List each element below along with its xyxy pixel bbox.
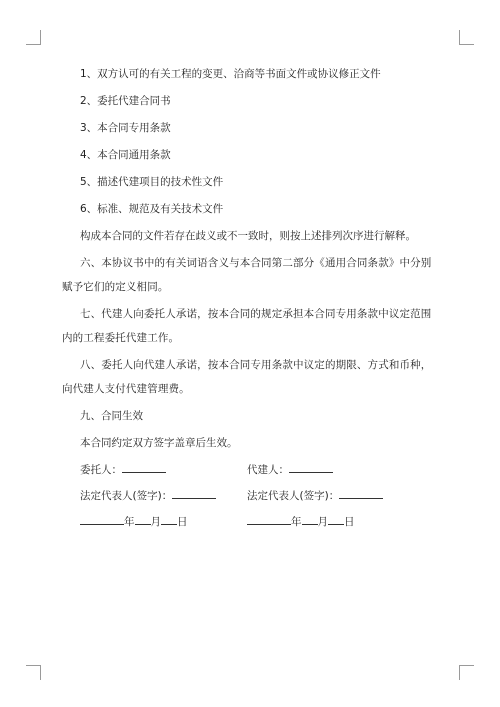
agent-signature <box>247 458 333 482</box>
agent-label: 代建人： <box>247 464 289 476</box>
crop-mark-bottom-left <box>26 665 41 680</box>
client-rep-signature <box>80 484 216 508</box>
document-body <box>62 62 442 536</box>
client-signature <box>80 458 166 482</box>
clause-6: 六、本协议书中的有关词语含义与本合同第二部分《通用合同条款》中分别赋予它们的定义相同。 <box>62 257 432 293</box>
year-label: 年 <box>124 516 135 528</box>
agent-date <box>247 510 355 534</box>
crop-mark-top-right <box>459 30 474 45</box>
signature-row-representatives <box>62 484 442 510</box>
agent-blank <box>289 460 333 473</box>
client-date <box>80 510 188 534</box>
agent-month-blank <box>302 512 318 525</box>
clause-9-body: 本合同约定双方签字盖章后生效。 <box>80 437 238 449</box>
agent-day-blank <box>328 512 344 525</box>
order-note: 构成本合同的文件若存在歧义或不一致时，则按上述排列次序进行解释。 <box>80 230 416 242</box>
document-list-item: 2、委托代建合同书 <box>80 95 171 107</box>
day-label: 日 <box>344 516 355 528</box>
client-label: 委托人： <box>80 464 122 476</box>
client-day-blank <box>161 512 177 525</box>
agent-rep-label: 法定代表人(签字)： <box>247 490 340 502</box>
crop-mark-top-left <box>26 30 41 45</box>
document-list-item: 6、标准、规范及有关技术文件 <box>80 203 224 215</box>
client-year-blank <box>80 512 124 525</box>
document-list-item: 4、本合同通用条款 <box>80 149 171 161</box>
signature-row-parties <box>62 458 442 484</box>
clause-7: 七、代建人向委托人承诺，按本合同的规定承担本合同专用条款中议定范围内的工程委托代建工作。 <box>62 308 432 344</box>
client-rep-blank <box>172 486 216 499</box>
agent-rep-blank <box>339 486 383 499</box>
year-label: 年 <box>291 516 302 528</box>
document-list-item: 3、本合同专用条款 <box>80 122 171 134</box>
client-rep-label: 法定代表人(签字)： <box>80 490 173 502</box>
document-list-item: 5、描述代建项目的技术性文件 <box>80 176 224 188</box>
agent-year-blank <box>247 512 291 525</box>
agent-rep-signature <box>247 484 383 508</box>
crop-mark-bottom-right <box>459 665 474 680</box>
day-label: 日 <box>177 516 188 528</box>
client-month-blank <box>135 512 151 525</box>
signature-row-dates <box>62 510 442 536</box>
document-list-item: 1、双方认可的有关工程的变更、洽商等书面文件或协议修正文件 <box>80 68 381 80</box>
month-label: 月 <box>150 516 161 528</box>
client-blank <box>122 460 166 473</box>
month-label: 月 <box>317 516 328 528</box>
clause-9-title: 九、合同生效 <box>80 410 143 422</box>
clause-8: 八、委托人向代建人承诺，按本合同专用条款中议定的期限、方式和币种，向代建人支付代建管理费。 <box>62 359 432 395</box>
